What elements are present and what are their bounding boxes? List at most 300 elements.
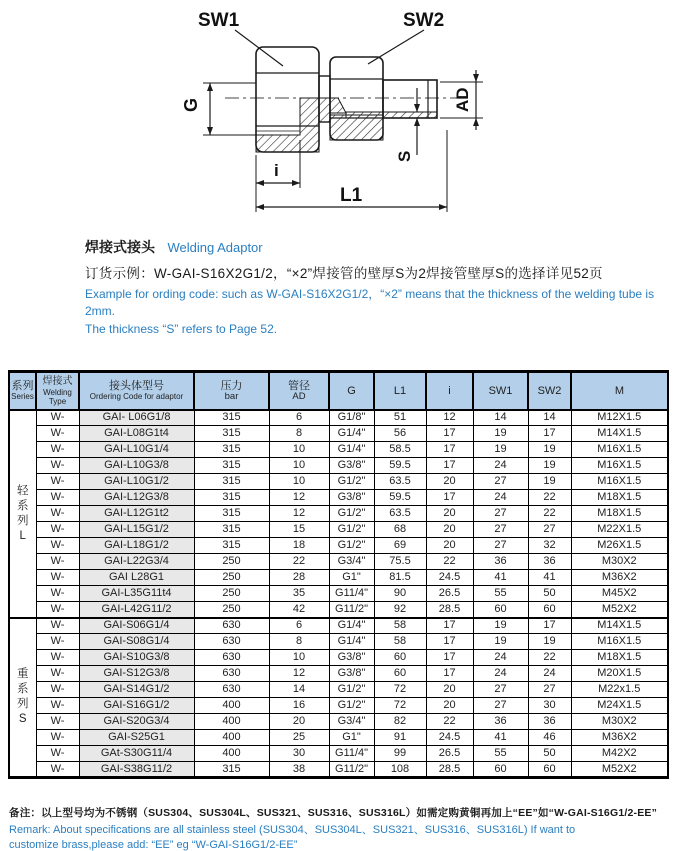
header-i: i — [448, 384, 451, 397]
cell-ordering-code: GAt-S30G11/4 — [79, 746, 194, 762]
cell-i: 20 — [426, 474, 473, 490]
series-char: 系 — [17, 683, 29, 696]
cell-sw1: 55 — [473, 746, 528, 762]
cell-pressure-bar: 315 — [194, 522, 269, 538]
table-row — [9, 650, 668, 666]
cell-ordering-code: GAI-L18G1/2 — [79, 538, 194, 554]
cell-thread-g: G11/4" — [329, 586, 374, 602]
cell-m: M22X1.5 — [571, 522, 668, 538]
cell-welding-type: W- — [36, 554, 79, 570]
cell-welding-type: W- — [36, 698, 79, 714]
cell-sw1: 27 — [473, 698, 528, 714]
header-ad-en: AD — [292, 391, 306, 403]
cell-welding-type: W- — [36, 490, 79, 506]
s-arrow-top — [414, 104, 420, 112]
g-arrow-top — [207, 83, 213, 91]
cell-m: M18X1.5 — [571, 506, 668, 522]
cell-l1: 56 — [374, 426, 426, 442]
table-row — [9, 426, 668, 442]
i-arrow-right — [292, 180, 300, 186]
cell-sw2: 19 — [528, 442, 571, 458]
header-code-zh: 接头体型号 — [109, 380, 164, 393]
cell-sw2: 24 — [528, 666, 571, 682]
cell-sw1: 27 — [473, 474, 528, 490]
cell-ordering-code: GAI-S16G1/2 — [79, 698, 194, 714]
cell-pressure-bar: 250 — [194, 554, 269, 570]
cell-i: 26.5 — [426, 586, 473, 602]
series-char: 轻 — [17, 484, 29, 497]
cell-l1: 60 — [374, 650, 426, 666]
cell-pressure-bar: 315 — [194, 442, 269, 458]
cell-sw1: 24 — [473, 490, 528, 506]
cell-l1: 60 — [374, 666, 426, 682]
table-row — [9, 586, 668, 602]
cell-l1: 58 — [374, 618, 426, 634]
cell-m: M36X2 — [571, 730, 668, 746]
cell-ordering-code: GAI-L22G3/4 — [79, 554, 194, 570]
col-header-welding-type — [36, 372, 79, 410]
header-l1: L1 — [393, 384, 407, 397]
cell-pressure-bar: 250 — [194, 570, 269, 586]
cell-pressure-bar: 315 — [194, 490, 269, 506]
col-header-sw1 — [473, 372, 528, 410]
col-header-m — [571, 372, 668, 410]
cell-l1: 91 — [374, 730, 426, 746]
cell-i: 17 — [426, 442, 473, 458]
cell-sw2: 36 — [528, 714, 571, 730]
cell-sw2: 22 — [528, 490, 571, 506]
cell-sw2: 19 — [528, 474, 571, 490]
cell-l1: 58.5 — [374, 442, 426, 458]
cell-i: 17 — [426, 618, 473, 634]
cell-sw1: 60 — [473, 762, 528, 778]
cell-thread-g: G1/2" — [329, 474, 374, 490]
col-header-sw2 — [528, 372, 571, 410]
header-ad-zh: 管径 — [288, 380, 310, 393]
cell-sw2: 27 — [528, 682, 571, 698]
table-row — [9, 730, 668, 746]
cell-thread-g: G1/4" — [329, 426, 374, 442]
cell-sw1: 14 — [473, 410, 528, 426]
cell-pressure-bar: 315 — [194, 538, 269, 554]
cell-welding-type: W- — [36, 506, 79, 522]
page-title-en: Welding Adaptor — [167, 240, 263, 255]
table-row — [9, 458, 668, 474]
cell-welding-type: W- — [36, 442, 79, 458]
cell-ordering-code: GAI-S14G1/2 — [79, 682, 194, 698]
cell-l1: 90 — [374, 586, 426, 602]
technical-drawing — [0, 0, 677, 235]
col-header-pressure — [194, 372, 269, 410]
cell-m: M52X2 — [571, 762, 668, 778]
cell-thread-g: G3/8" — [329, 458, 374, 474]
cell-thread-g: G1" — [329, 570, 374, 586]
cell-sw2: 17 — [528, 618, 571, 634]
cell-m: M30X2 — [571, 714, 668, 730]
cell-sw1: 60 — [473, 602, 528, 618]
header-m: M — [614, 384, 625, 397]
cell-welding-type: W- — [36, 634, 79, 650]
intro-block — [85, 237, 670, 338]
dim-label-l1: L1 — [340, 185, 363, 206]
cell-i: 22 — [426, 554, 473, 570]
cell-l1: 51 — [374, 410, 426, 426]
table-row — [9, 618, 668, 634]
cell-tube-ad: 18 — [269, 538, 329, 554]
cell-tube-ad: 6 — [269, 618, 329, 634]
ad-arrow-bottom — [473, 118, 479, 126]
cell-tube-ad: 10 — [269, 458, 329, 474]
order-example-en-line2: The thickness “S” refers to Page 52. — [85, 321, 278, 336]
cell-tube-ad: 35 — [269, 586, 329, 602]
cell-ordering-code: GAI-L10G1/4 — [79, 442, 194, 458]
order-example-en — [85, 286, 670, 338]
spec-table — [8, 370, 669, 779]
table-row — [9, 634, 668, 650]
cell-pressure-bar: 630 — [194, 634, 269, 650]
cell-tube-ad: 22 — [269, 554, 329, 570]
col-header-g — [329, 372, 374, 410]
remark-en-line2: customize brass,please add: “EE” eg “W-GAI-S16G1/2-EE” — [9, 838, 298, 851]
cell-sw2: 27 — [528, 522, 571, 538]
cell-thread-g: G11/2" — [329, 762, 374, 778]
table-row — [9, 538, 668, 554]
series-char: 系 — [17, 499, 29, 512]
cell-m: M26X1.5 — [571, 538, 668, 554]
header-sw1: SW1 — [488, 384, 513, 397]
col-header-l1 — [374, 372, 426, 410]
cell-pressure-bar: 250 — [194, 602, 269, 618]
header-welding-zh: 焊接式 — [42, 375, 73, 387]
cell-sw1: 36 — [473, 714, 528, 730]
section-hatch-body2b — [330, 115, 383, 140]
cell-tube-ad: 12 — [269, 490, 329, 506]
cell-pressure-bar: 400 — [194, 746, 269, 762]
series-char: L — [19, 529, 26, 542]
cell-i: 17 — [426, 490, 473, 506]
cell-thread-g: G3/4" — [329, 554, 374, 570]
cell-thread-g: G3/8" — [329, 490, 374, 506]
cell-welding-type: W- — [36, 586, 79, 602]
cell-i: 17 — [426, 458, 473, 474]
cell-welding-type: W- — [36, 538, 79, 554]
cell-sw2: 41 — [528, 570, 571, 586]
cell-m: M45X2 — [571, 586, 668, 602]
cell-tube-ad: 15 — [269, 522, 329, 538]
cell-pressure-bar: 630 — [194, 650, 269, 666]
section-hatch-tube-wall — [346, 112, 437, 118]
cell-m: M18X1.5 — [571, 650, 668, 666]
cell-m: M42X2 — [571, 746, 668, 762]
cell-i: 22 — [426, 714, 473, 730]
g-arrow-bottom — [207, 127, 213, 135]
cell-welding-type: W- — [36, 618, 79, 634]
cell-m: M22x1.5 — [571, 682, 668, 698]
header-welding-en: Welding Type — [43, 387, 72, 406]
cell-sw2: 36 — [528, 554, 571, 570]
cell-sw2: 46 — [528, 730, 571, 746]
cell-i: 20 — [426, 698, 473, 714]
cell-l1: 72 — [374, 682, 426, 698]
cell-sw1: 27 — [473, 682, 528, 698]
header-series-zh: 系列 — [11, 380, 34, 393]
cell-m: M12X1.5 — [571, 410, 668, 426]
cell-i: 20 — [426, 522, 473, 538]
cell-thread-g: G11/4" — [329, 746, 374, 762]
remark-zh: 备注：以上型号均为不锈钢（SUS304、SUS304L、SUS321、SUS316、SUS316L）如需定购黄铜再加上“EE”如“W-GAI-S16G1/2-EE” — [9, 807, 658, 819]
cell-tube-ad: 8 — [269, 426, 329, 442]
cell-ordering-code: GAI-S06G1/4 — [79, 618, 194, 634]
header-code-en: Ordering Code for adaptor — [89, 392, 184, 402]
cell-pressure-bar: 315 — [194, 506, 269, 522]
dim-label-g: G — [181, 97, 201, 112]
col-header-ad — [269, 372, 329, 410]
cell-l1: 72 — [374, 698, 426, 714]
cell-ordering-code: GAI-S25G1 — [79, 730, 194, 746]
cell-thread-g: G1/2" — [329, 522, 374, 538]
cell-ordering-code: GAI-L12G1t2 — [79, 506, 194, 522]
dim-label-ad: AD — [453, 87, 472, 112]
s-arrow-bottom — [414, 118, 420, 126]
cell-l1: 75.5 — [374, 554, 426, 570]
cell-l1: 108 — [374, 762, 426, 778]
cell-m: M24X1.5 — [571, 698, 668, 714]
cell-pressure-bar: 315 — [194, 458, 269, 474]
cell-pressure-bar: 315 — [194, 762, 269, 778]
cell-i: 12 — [426, 410, 473, 426]
cell-pressure-bar: 630 — [194, 618, 269, 634]
cell-welding-type: W- — [36, 666, 79, 682]
cell-ordering-code: GAI-L10G3/8 — [79, 458, 194, 474]
cell-thread-g: G1/4" — [329, 442, 374, 458]
cell-tube-ad: 10 — [269, 650, 329, 666]
cell-sw2: 30 — [528, 698, 571, 714]
col-header-i — [426, 372, 473, 410]
i-arrow-left — [256, 180, 264, 186]
table-row — [9, 506, 668, 522]
cell-i: 20 — [426, 506, 473, 522]
cell-ordering-code: GAI-L08G1t4 — [79, 426, 194, 442]
table-row — [9, 570, 668, 586]
cell-tube-ad: 8 — [269, 634, 329, 650]
cell-sw1: 27 — [473, 522, 528, 538]
table-row — [9, 442, 668, 458]
dim-label-i: i — [274, 161, 279, 180]
cell-m: M16X1.5 — [571, 474, 668, 490]
remark-block — [9, 805, 671, 851]
cell-pressure-bar: 630 — [194, 682, 269, 698]
cell-sw1: 19 — [473, 426, 528, 442]
order-example-zh: 订货示例：W-GAI-S16X2G1/2，“×2”焊接管的壁厚S为2焊接管壁厚S的选择详见52页 — [85, 266, 603, 281]
cell-pressure-bar: 315 — [194, 426, 269, 442]
cell-thread-g: G3/8" — [329, 666, 374, 682]
cell-tube-ad: 42 — [269, 602, 329, 618]
cell-welding-type: W- — [36, 746, 79, 762]
table-row — [9, 410, 668, 426]
cell-thread-g: G1/4" — [329, 618, 374, 634]
cell-sw1: 24 — [473, 666, 528, 682]
title-line — [85, 237, 670, 257]
cell-tube-ad: 30 — [269, 746, 329, 762]
cell-ordering-code: GAI-S12G3/8 — [79, 666, 194, 682]
cell-pressure-bar: 250 — [194, 586, 269, 602]
cell-ordering-code: GAI-L10G1/2 — [79, 474, 194, 490]
leader-sw1 — [235, 30, 283, 66]
table-row — [9, 490, 668, 506]
cell-ordering-code: GAI-L35G11t4 — [79, 586, 194, 602]
cell-m: M16X1.5 — [571, 442, 668, 458]
cell-welding-type: W- — [36, 522, 79, 538]
cell-tube-ad: 20 — [269, 714, 329, 730]
cell-welding-type: W- — [36, 762, 79, 778]
cell-tube-ad: 10 — [269, 474, 329, 490]
ad-arrow-top — [473, 74, 479, 82]
cell-thread-g: G1/8" — [329, 410, 374, 426]
cell-ordering-code: GAI-S20G3/4 — [79, 714, 194, 730]
section-hatch-neck — [319, 98, 330, 122]
cell-sw1: 27 — [473, 538, 528, 554]
cell-sw2: 50 — [528, 586, 571, 602]
cell-welding-type: W- — [36, 650, 79, 666]
cell-welding-type: W- — [36, 682, 79, 698]
cell-pressure-bar: 400 — [194, 698, 269, 714]
cell-m: M30X2 — [571, 554, 668, 570]
cell-m: M14X1.5 — [571, 618, 668, 634]
cell-i: 24.5 — [426, 570, 473, 586]
header-pressure-zh: 压力 — [220, 380, 243, 393]
cell-m: M16X1.5 — [571, 458, 668, 474]
cell-sw2: 60 — [528, 602, 571, 618]
cell-sw1: 24 — [473, 650, 528, 666]
series-char: 列 — [17, 698, 29, 711]
cell-pressure-bar: 630 — [194, 666, 269, 682]
cell-welding-type: W- — [36, 602, 79, 618]
cell-sw1: 55 — [473, 586, 528, 602]
cell-i: 28.5 — [426, 602, 473, 618]
cell-ordering-code: GAI- L06G1/8 — [79, 410, 194, 426]
cell-thread-g: G1" — [329, 730, 374, 746]
cell-tube-ad: 10 — [269, 442, 329, 458]
section-hatch-body2 — [330, 98, 346, 113]
cell-tube-ad: 16 — [269, 698, 329, 714]
cell-l1: 63.5 — [374, 506, 426, 522]
remark-en-line1: Remark: About specifications are all stainless steel (SUS304、SUS304L、SUS321、SUS316、SUS316L) If want to — [9, 824, 576, 836]
cell-sw2: 32 — [528, 538, 571, 554]
col-header-series — [9, 372, 36, 410]
remark-en — [9, 823, 671, 851]
cell-thread-g: G1/2" — [329, 682, 374, 698]
cell-ordering-code: GAI-S10G3/8 — [79, 650, 194, 666]
cell-sw2: 22 — [528, 650, 571, 666]
page-title-zh: 焊接式接头 — [85, 239, 155, 255]
cell-ordering-code: GAI L28G1 — [79, 570, 194, 586]
cell-sw2: 19 — [528, 458, 571, 474]
table-row — [9, 522, 668, 538]
table-header-row — [9, 372, 668, 410]
cell-i: 26.5 — [426, 746, 473, 762]
cell-thread-g: G1/2" — [329, 506, 374, 522]
spec-table-body — [9, 410, 668, 778]
cell-tube-ad: 38 — [269, 762, 329, 778]
order-example-en-line1: Example for ording code: such as W-GAI-S16X2G1/2，“×2” means that the thickness of the welding tube is 2mm. — [85, 287, 655, 319]
cell-welding-type: W- — [36, 474, 79, 490]
cell-l1: 99 — [374, 746, 426, 762]
cell-i: 17 — [426, 666, 473, 682]
cell-sw2: 14 — [528, 410, 571, 426]
cell-l1: 59.5 — [374, 458, 426, 474]
cell-pressure-bar: 400 — [194, 730, 269, 746]
cell-i: 20 — [426, 682, 473, 698]
header-sw2: SW2 — [537, 384, 562, 397]
cell-ordering-code: GAI-S38G11/2 — [79, 762, 194, 778]
cell-welding-type: W- — [36, 458, 79, 474]
table-row — [9, 666, 668, 682]
cell-m: M20X1.5 — [571, 666, 668, 682]
col-header-ordering-code — [79, 372, 194, 410]
cell-welding-type: W- — [36, 570, 79, 586]
l1-arrow-left — [256, 204, 264, 210]
series-cell — [9, 618, 36, 778]
cell-m: M18X1.5 — [571, 490, 668, 506]
cell-thread-g: G1/2" — [329, 698, 374, 714]
cell-pressure-bar: 315 — [194, 474, 269, 490]
cell-ordering-code: GAI-L12G3/8 — [79, 490, 194, 506]
cell-m: M16X1.5 — [571, 634, 668, 650]
dim-label-sw1: SW1 — [198, 10, 240, 31]
cell-pressure-bar: 315 — [194, 410, 269, 426]
cell-l1: 82 — [374, 714, 426, 730]
table-row — [9, 698, 668, 714]
cell-thread-g: G11/2" — [329, 602, 374, 618]
cell-m: M14X1.5 — [571, 426, 668, 442]
cell-sw1: 27 — [473, 506, 528, 522]
cell-sw1: 36 — [473, 554, 528, 570]
cell-sw1: 41 — [473, 730, 528, 746]
leader-sw2 — [368, 30, 424, 64]
cell-thread-g: G1/4" — [329, 634, 374, 650]
header-g: G — [347, 384, 356, 397]
cell-welding-type: W- — [36, 730, 79, 746]
cell-ordering-code: GAI-L42G11/2 — [79, 602, 194, 618]
cell-i: 17 — [426, 634, 473, 650]
cell-i: 24.5 — [426, 730, 473, 746]
dim-label-sw2: SW2 — [403, 10, 445, 31]
cell-thread-g: G3/4" — [329, 714, 374, 730]
cell-thread-g: G1/2" — [329, 538, 374, 554]
cell-i: 20 — [426, 538, 473, 554]
header-pressure-en: bar — [224, 391, 239, 403]
cell-sw2: 19 — [528, 634, 571, 650]
cell-sw1: 19 — [473, 442, 528, 458]
table-row — [9, 682, 668, 698]
cell-tube-ad: 25 — [269, 730, 329, 746]
cell-welding-type: W- — [36, 426, 79, 442]
cell-tube-ad: 28 — [269, 570, 329, 586]
dim-label-s: S — [395, 150, 414, 162]
section-hatch-body1 — [256, 98, 319, 152]
cell-l1: 59.5 — [374, 490, 426, 506]
cell-i: 28.5 — [426, 762, 473, 778]
cell-ordering-code: GAI-L15G1/2 — [79, 522, 194, 538]
cell-sw1: 24 — [473, 458, 528, 474]
cell-thread-g: G3/8" — [329, 650, 374, 666]
cell-sw2: 17 — [528, 426, 571, 442]
cell-i: 17 — [426, 650, 473, 666]
series-char: 列 — [17, 514, 29, 527]
cell-welding-type: W- — [36, 410, 79, 426]
cell-i: 17 — [426, 426, 473, 442]
cell-l1: 63.5 — [374, 474, 426, 490]
